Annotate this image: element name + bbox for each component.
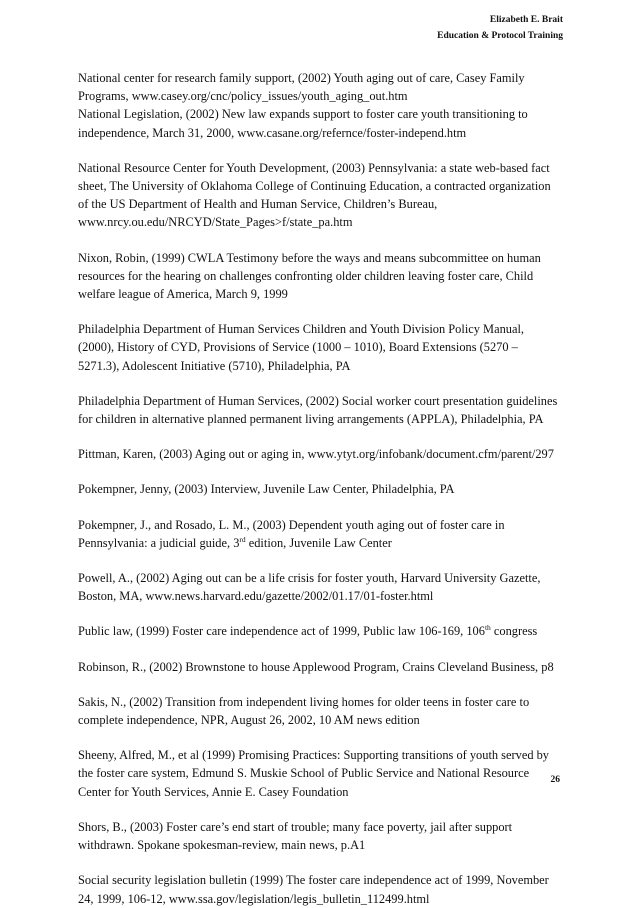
page-number: 26 — [550, 775, 560, 785]
reference-entry: Pokempner, Jenny, (2003) Interview, Juvenile Law Center, Philadelphia, PA — [78, 482, 455, 497]
header-author: Elizabeth E. Brait — [489, 15, 563, 25]
header-subtitle: Education & Protocol Training — [437, 31, 563, 41]
reference-text: edition, Juvenile Law Center — [245, 535, 392, 550]
reference-list — [78, 69, 568, 908]
reference-entry: Nixon, Robin, (1999) CWLA Testimony before the ways and means subcommittee on human resources for the hearing on challenges confronting older children leaving foster care, Child welfare league of America, March 9, 1999 — [78, 250, 541, 302]
reference-entry: Shors, B., (2003) Foster care’s end start of trouble; many face poverty, jail after support withdrawn. Spokane spokesman-review, main news, p.A1 — [78, 819, 513, 853]
reference-entry: Pittman, Karen, (2003) Aging out or aging in, www.ytyt.org/infobank/document.cfm/parent/297 — [78, 447, 554, 462]
page-header — [437, 12, 563, 44]
reference-entry: Sakis, N., (2002) Transition from independent living homes for older teens in foster care to complete independence, NPR, August 26, 2002, 10 AM news edition — [78, 694, 530, 728]
reference-text: congress — [490, 624, 538, 639]
reference-entry: National Legislation, (2002) New law expands support to foster care youth transitioning to independence, March 31, 2000, www.casane.org/refernce/foster-independ.htm — [78, 107, 528, 140]
reference-entry: Philadelphia Department of Human Services Children and Youth Division Policy Manual, (2000), History of CYD, Provisions of Service (1000 – 1010), Board Extensions (5270 – 5271.3), Adolescent Initiative (5710), Philadelphia, PA — [78, 322, 525, 373]
reference-entry: Robinson, R., (2002) Brownstone to house Applewood Program, Crains Cleveland Business, p8 — [78, 659, 554, 674]
reference-entry: Sheeny, Alfred, M., et al (1999) Promising Practices: Supporting transitions of youth served by the foster care system, Edmund S. Muskie School of Public Service and National Resource Center for Youth Services, Annie E. Casey Foundation — [78, 748, 550, 799]
reference-text: Pokempner, J., and Rosado, L. M., (2003) Dependent youth aging out of foster care in Pennsylvania: a judicial guide, 3 — [78, 517, 505, 550]
reference-entry — [78, 622, 568, 640]
reference-entry: National Resource Center for Youth Development, (2003) Pennsylvania: a state web-based fact sheet, The University of Oklahoma College of Continuing Education, a contracted organization of the US Department of Health and Human Service, Children’s Bureau, www.nrcy.ou.edu/NRCYD/State_Pages>f/state_pa.htm — [78, 160, 551, 230]
reference-entry: Powell, A., (2002) Aging out can be a life crisis for foster youth, Harvard University Gazette, Boston, MA, www.news.harvard.edu/gazette/2002/01.17/01-foster.html — [78, 571, 541, 604]
ordinal-superscript: th — [484, 623, 491, 633]
ordinal-superscript: rd — [239, 534, 246, 544]
reference-entry: Philadelphia Department of Human Services, (2002) Social worker court presentation guidelines for children in alternative planned permanent living arrangements (APPLA), Philadelphia, PA — [78, 393, 558, 427]
reference-text: Public law, (1999) Foster care independence act of 1999, Public law 106-169, 106 — [78, 624, 485, 639]
reference-entry: National center for research family support, (2002) Youth aging out of care, Casey Family Programs, www.casey.org/cnc/policy_issues/youth_aging_out.htm — [78, 71, 525, 104]
reference-entry: Social security legislation bulletin (1999) The foster care independence act of 1999, November 24, 1999, 106-12, www.ssa.gov/legislation/legis_bulletin_112499.html — [78, 873, 549, 906]
reference-entry — [78, 516, 568, 552]
